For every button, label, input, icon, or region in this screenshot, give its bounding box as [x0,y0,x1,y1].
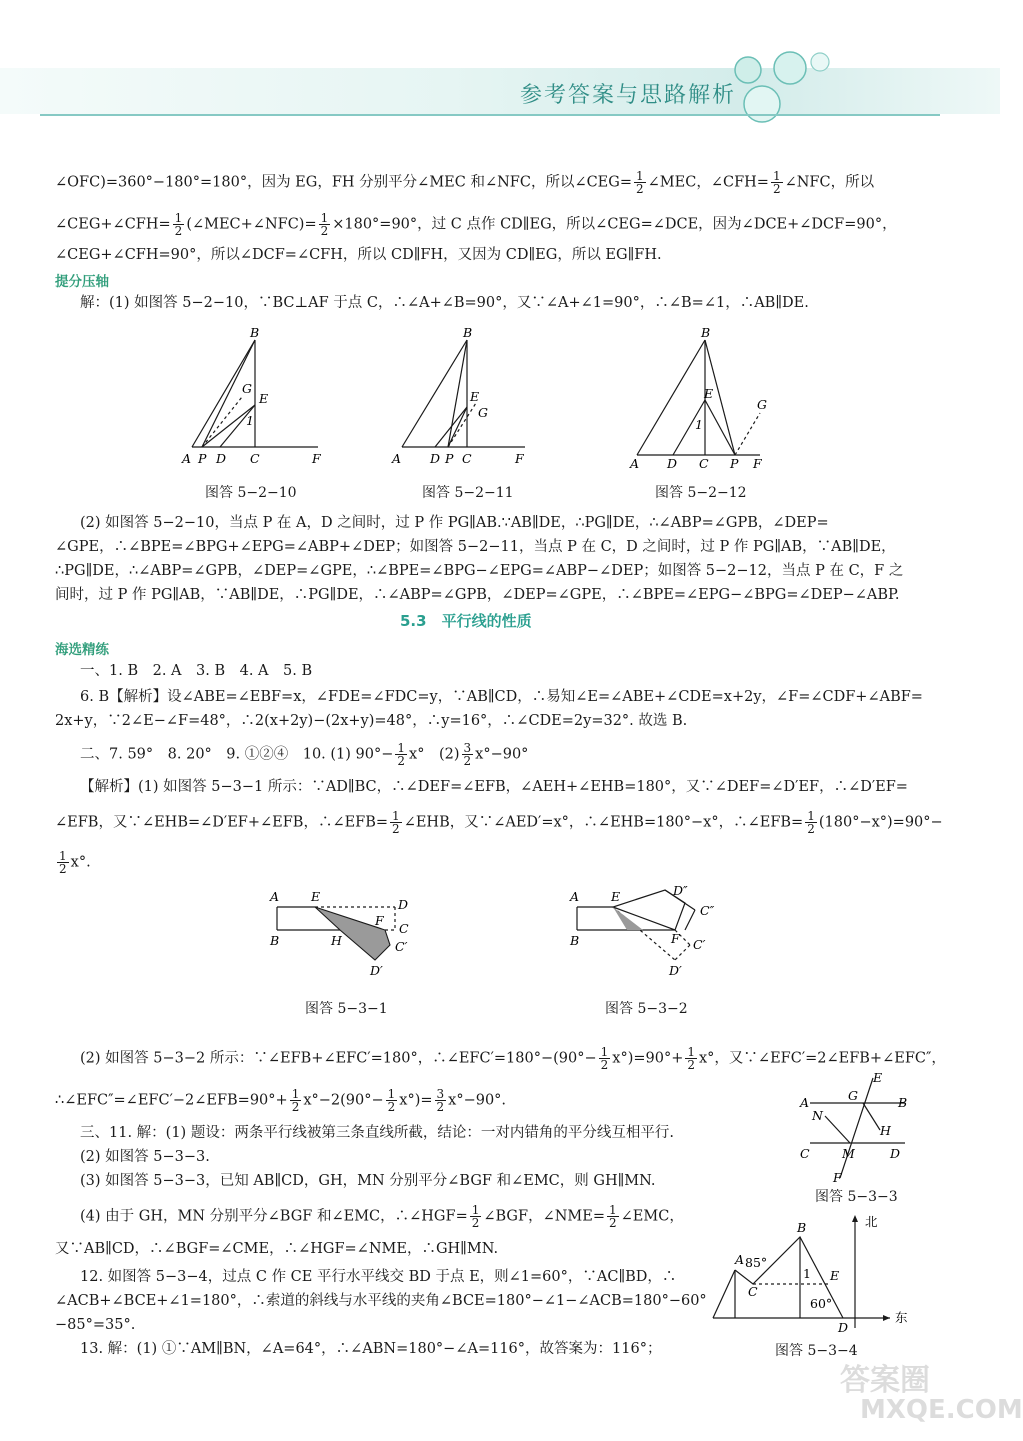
figure-5-2-11 [390,325,540,470]
text-segment: ∠MEC，∠CFH= [647,174,769,191]
fraction-numerator: 1 [59,849,67,863]
fraction-denominator: 2 [772,182,781,196]
figure-5-3-2 [565,885,735,980]
label-east: 东 [895,1310,908,1325]
figure-5-3-4 [705,1212,915,1337]
fraction [607,1204,619,1229]
figure-5-2-12 [625,325,785,470]
label-c: C [800,1146,810,1161]
line-a-ground [713,1270,735,1318]
label-a: A [800,1095,810,1110]
label-a: A [182,451,192,466]
label-c: C [699,456,709,471]
text-line: (3) 如图答 5−3−3，已知 AB∥CD，GH，MN 分别平分∠BGF 和∠EMC，则 GH∥MN. [80,1173,656,1189]
label-p: P [445,451,454,466]
fraction-numerator: 3 [436,1087,445,1101]
label-f: F [833,1170,842,1185]
text-line: ∠GPE，∴∠BPE=∠BPG+∠EPG=∠ABP+∠DEP；如图答 5−2−11，当点 P 在 C，D 之间时，过 P 作 PG∥AB，∵AB∥DE， [55,539,896,555]
fraction-denominator: 2 [436,1100,445,1114]
fraction-numerator: 1 [636,169,644,183]
caption-5-2-12: 图答 5−2−12 [655,485,747,501]
label-b: B [797,1220,807,1235]
label-d-double-prime: D″ [673,883,688,898]
text-segment: (4) 由于 GH，MN 分别平分∠BGF 和∠EMC，∴∠HGF= [80,1208,468,1225]
fraction-numerator: 1 [397,741,406,755]
text-segment: ∠BGF，∠NME= [483,1208,605,1225]
text-line: ∠CEG+∠CFH=90°，所以∠DCF=∠CFH，所以 CD∥FH，又因为 CD∥EG，所以 EG∥FH. [55,247,662,263]
label-d: D [398,897,409,912]
label-g: G [757,397,767,412]
fraction [634,170,646,195]
caption-5-2-10: 图答 5−2−10 [205,485,297,501]
label-f: F [312,451,321,466]
label-d: D [838,1320,849,1335]
text-segment: x°)=90°+ [612,1050,684,1067]
fraction [462,742,474,767]
caption-5-3-2: 图答 5−3−2 [605,1001,688,1017]
label-e: E [470,389,480,404]
text-segment: (180°−x°)=90°− [818,814,943,831]
text-line [55,850,91,875]
line-nm [825,1116,850,1143]
fraction [386,1088,398,1113]
caption-5-3-1: 图答 5−3−1 [305,1001,388,1017]
decorative-bubbles [730,40,840,130]
text-line: 12. 如图答 5−3−4，过点 C 作 CE 平行水平线交 BD 于点 E，则∠1=60°，∵AC∥BD，∴ [80,1269,677,1285]
fraction-denominator: 2 [471,1216,480,1230]
label-a: A [630,456,640,471]
fraction [290,1088,302,1113]
label-c-double-prime: C″ [700,903,715,918]
fraction-numerator: 1 [174,211,183,225]
fraction-numerator: 1 [807,809,815,823]
text-segment: ∠EFB，又∵∠EHB=∠D′EF+∠EFB，∴∠EFB= [55,814,389,831]
section-tag: 提分压轴 [55,274,109,290]
text-line [80,1046,946,1071]
text-line: 【解析】(1) 如图答 5−3−1 所示：∵AD∥BC，∴∠DEF=∠EFB，∠AEH+∠EHB=180°，又∵∠DEF=∠D′EF，∴∠D′EF= [80,779,908,795]
text-line: (2) 如图答 5−3−3. [80,1149,210,1165]
label-e: E [873,1070,883,1085]
fraction [57,850,69,875]
fraction [771,170,783,195]
label-d: D [430,451,441,466]
text-segment: x°)= [399,1092,433,1109]
label-e: E [611,889,621,904]
text-line: 2x+y，∵2∠E−∠F=48°，∴2(x+2y)−(2x+y)=48°，∴y=16°，∴∠CDE=2y=32°. 故选 B. [55,713,688,729]
fraction-numerator: 1 [471,1203,480,1217]
label-b: B [270,933,280,948]
label-b: B [701,325,711,340]
label-f: F [671,931,680,946]
text-line [55,170,874,195]
figure-5-3-3 [795,1070,920,1185]
text-segment: (2) 如图答 5−3−2 所示：∵∠EFB+∠EFC′=180°，∴∠EFC′=180°−(90°− [80,1050,597,1067]
label-e: E [311,889,321,904]
label-p: P [730,456,739,471]
text-segment: x° (2) [409,746,460,763]
fraction-denominator: 2 [609,1216,617,1230]
section-title: 5.3 平行线的性质 [400,612,532,630]
line-ep [705,400,735,455]
header-band [0,68,1000,114]
fraction-denominator: 2 [320,224,329,238]
text-line [80,742,528,767]
caption-5-2-11: 图答 5−2−11 [422,485,514,501]
text-line: −85°=35°. [55,1317,136,1333]
text-line: (2) 如图答 5−2−10，当点 P 在 A，D 之间时，过 P 作 PG∥AB.∵AB∥DE，∴PG∥DE，∴∠ABP=∠GPB，∠DEP= [80,515,829,531]
label-n: N [812,1108,823,1123]
fraction-numerator: 1 [609,1203,617,1217]
text-segment: x°−2(90°− [303,1092,384,1109]
text-segment: ∠OFC)=360°−180°=180°，因为 EG，FH 分别平分∠MEC 和∠NFC，所以∠CEG= [55,174,633,191]
label-d-prime: D′ [669,963,682,978]
label-d: D [216,451,227,466]
label-e: E [704,386,714,401]
fraction-numerator: 1 [392,809,400,823]
fraction [470,1204,482,1229]
caption-5-3-3: 图答 5−3−3 [815,1189,898,1205]
label-f: F [375,913,384,928]
text-segment: ∠NFC，所以 [784,174,875,191]
fraction [685,1046,697,1071]
label-angle-85: 85° [745,1255,768,1270]
shaded-region [613,907,643,930]
fraction-denominator: 2 [387,1100,396,1114]
label-b: B [250,325,260,340]
fraction-denominator: 2 [687,1058,695,1072]
fraction-numerator: 1 [387,1087,396,1101]
text-line: 解：(1) 如图答 5−2−10，∵BC⊥AF 于点 C，∴∠A+∠B=90°，又∵∠A+∠1=90°，∴∠B=∠1，∴AB∥DE. [80,295,809,311]
caption-5-3-4: 图答 5−3−4 [775,1343,858,1359]
text-line: ∠ACB+∠BCE+∠1=180°，∴索道的斜线与水平线的夹角∠BCE=180°−∠1−∠ACB=180°−60° [55,1293,707,1309]
label-c: C [250,451,260,466]
east-arrowhead [883,1315,890,1321]
label-d: D [667,456,678,471]
label-c-prime: C′ [395,939,408,954]
label-angle-1: 1 [803,1266,811,1281]
label-m: M [842,1146,855,1161]
section-tag: 海选精练 [55,642,109,658]
text-segment: x°−90° [475,746,529,763]
label-a: A [392,451,402,466]
label-c: C [399,921,409,936]
label-f: F [515,451,524,466]
fraction [173,212,185,237]
line-gh [863,1103,880,1130]
line-ab [637,340,705,455]
label-c-prime: C′ [693,937,706,952]
label-g: G [478,405,488,420]
label-e: E [830,1268,840,1283]
text-segment: x°−90°. [448,1092,507,1109]
label-b: B [898,1095,908,1110]
text-segment: ∴∠EFC″=∠EFC′−2∠EFB=90°+ [55,1092,288,1109]
label-b: B [463,325,473,340]
label-d-prime: D′ [370,963,383,978]
label-d: D [890,1146,901,1161]
label-h: H [880,1123,891,1138]
fraction-denominator: 2 [59,862,67,876]
fraction [599,1046,611,1071]
text-segment: ∠EHB，又∵∠AED′=x°，∴∠EHB=180°−x°，∴∠EFB= [403,814,804,831]
label-a: A [570,889,580,904]
line-c2f [685,910,695,930]
figure-5-3-1 [265,885,425,980]
text-line [80,1204,684,1229]
fraction [805,810,817,835]
label-f: F [753,456,762,471]
text-line: 13. 解：(1) ①∵AM∥BN，∠A=64°，∴∠ABN=180°−∠A=116°，故答案为：116°； [80,1341,662,1357]
text-line: ∴PG∥DE，∴∠ABP=∠GPB，∠DEP=∠GPE，∴∠BPE=∠BPG−∠EPG=∠ABP−∠DEP；如图答 5−2−12，当点 P 在 C，F 之 [55,563,904,579]
label-h: H [331,933,342,948]
fraction-numerator: 3 [463,741,472,755]
fraction-numerator: 1 [687,1045,695,1059]
fraction-denominator: 2 [807,822,815,836]
line-pg [735,413,760,455]
label-a: A [270,889,280,904]
text-segment: ×180°=90°，过 C 点作 CD∥EG，所以∠CEG=∠DCE，因为∠DCE+∠DCF=90°， [332,216,897,233]
fraction [435,1088,447,1113]
text-line: 6. B【解析】设∠ABE=∠EBF=x，∠FDE=∠FDC=y，∵AB∥CD，∴易知∠E=∠ABE+∠CDE=x+2y，∠F=∠CDF+∠ABF= [80,689,923,705]
label-c: C [748,1284,758,1299]
fraction-numerator: 1 [291,1087,300,1101]
watermark-logo: 答案圈 [840,1363,930,1398]
fraction-denominator: 2 [463,754,472,768]
header-title: 参考答案与思路解析 [520,83,737,108]
label-g: G [848,1088,858,1103]
text-line: 一、1. B 2. A 3. B 4. A 5. B [80,663,313,679]
label-g: G [242,381,252,396]
text-line: 间时，过 P 作 PG∥AB，∵AB∥DE，∴PG∥DE，∴∠ABP=∠GPB，∠DEP=∠GPE，∴∠BPE=∠EPG−∠BPG=∠DEP−∠ABP. [55,587,900,603]
text-line [55,1088,506,1113]
text-segment: (∠MEC+∠NFC)= [186,216,317,233]
label-a: A [735,1252,745,1267]
fraction-numerator: 1 [772,169,781,183]
fraction-denominator: 2 [174,224,183,238]
text-segment: 二、7. 59° 8. 20° 9. ①②④ 10. (1) 90°− [80,746,394,763]
text-line [55,810,943,835]
text-segment: ∠EMC， [620,1208,684,1225]
label-b: B [570,933,580,948]
north-arrowhead [852,1215,858,1222]
fraction-numerator: 1 [600,1045,609,1059]
fraction-numerator: 1 [320,211,329,225]
label-e: E [259,391,269,406]
fraction-denominator: 2 [636,182,644,196]
fraction [319,212,331,237]
label-c: C [462,451,472,466]
text-segment: x°，又∵∠EFC′=2∠EFB+∠EFC″， [699,1050,946,1067]
label-angle-60: 60° [810,1296,833,1311]
fraction-denominator: 2 [397,754,406,768]
text-line: 又∵AB∥CD，∴∠BGF=∠CME，∴∠HGF=∠NME，∴GH∥MN. [55,1241,499,1257]
fraction-denominator: 2 [600,1058,609,1072]
label-1: 1 [246,413,254,428]
figure-5-2-10 [180,325,340,470]
label-1: 1 [695,417,703,432]
line-pg [202,397,242,447]
line-c-prime-d-prime [675,945,690,960]
text-segment: x°. [70,854,91,871]
text-line: 三、11. 解：(1) 题设：两条平行线被第三条直线所截，结论：一对内错角的平分线互相平行. [80,1125,674,1141]
fraction-denominator: 2 [392,822,400,836]
label-p: P [198,451,207,466]
text-segment: ∠CEG+∠CFH= [55,216,171,233]
fraction [395,742,407,767]
fraction [390,810,402,835]
text-line [55,212,897,237]
label-north: 北 [865,1214,878,1229]
header-divider [40,114,940,116]
fraction-denominator: 2 [291,1100,300,1114]
watermark-url: MXQE.COM [860,1395,1023,1425]
